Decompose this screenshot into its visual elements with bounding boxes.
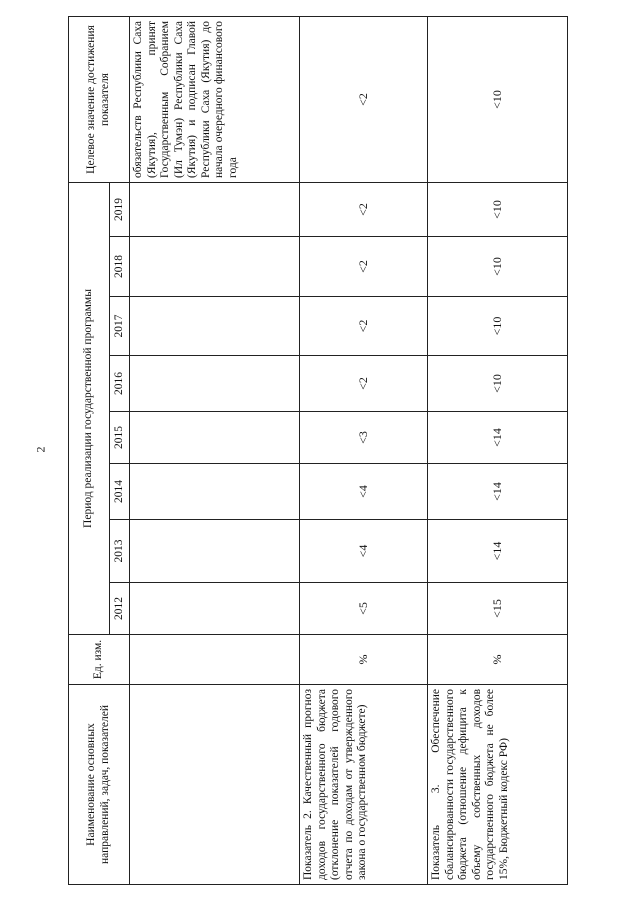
row-value: <14 — [428, 520, 568, 583]
row-value: <2 — [300, 297, 428, 356]
row-value — [130, 464, 300, 520]
row-unit: % — [428, 635, 568, 685]
row-target: обязательств Республики Саха (Якутия), принят Государственным Собранием (Ил Тумэн) Республики Саха (Якутия) и подписан Главой Республики Саха (Якутия) до начала очередного финансового года — [130, 16, 300, 182]
row-unit — [130, 635, 300, 685]
row-target: <2 — [300, 16, 428, 182]
row-value: <10 — [428, 237, 568, 297]
row-value: <4 — [300, 464, 428, 520]
year-2019: 2019 — [110, 182, 130, 236]
row-value: <15 — [428, 583, 568, 635]
row-value: <5 — [300, 583, 428, 635]
table-row — [130, 16, 300, 884]
row-name: Показатель 3. Обеспечение сбалансированности государственного бюджета (отношение дефицита к объему собственных доходов государственного бюджета не более 15%, Бюджетный кодекс РФ) — [428, 685, 568, 885]
row-value — [130, 237, 300, 297]
year-2018: 2018 — [110, 237, 130, 297]
indicators-table — [68, 16, 568, 885]
header-period: Период реализации государственной программы — [69, 182, 110, 634]
table-row — [428, 16, 568, 884]
row-value: <10 — [428, 297, 568, 356]
year-2017: 2017 — [110, 297, 130, 356]
row-value — [130, 356, 300, 412]
row-target: <10 — [428, 16, 568, 182]
header-target: Целевое значение достижения показателя — [69, 16, 130, 182]
row-value: <4 — [300, 520, 428, 583]
table-row — [300, 16, 428, 884]
row-value: <14 — [428, 464, 568, 520]
row-unit: % — [300, 635, 428, 685]
row-name: Показатель 2. Качественный прогноз доходов государственного бюджета (отклонение показателей годового отчета по доходам от утвержденного закона о государственном бюджете) — [300, 685, 428, 885]
header-unit: Ед. изм. — [69, 635, 130, 685]
row-value — [130, 182, 300, 236]
year-2015: 2015 — [110, 412, 130, 464]
header-row — [69, 16, 110, 884]
row-value: <3 — [300, 412, 428, 464]
row-value: <10 — [428, 356, 568, 412]
row-value: <14 — [428, 412, 568, 464]
year-2013: 2013 — [110, 520, 130, 583]
row-name — [130, 685, 300, 885]
page-number: 2 — [33, 446, 48, 453]
rotated-table-container — [68, 17, 568, 885]
row-value — [130, 412, 300, 464]
row-value: <2 — [300, 237, 428, 297]
row-value — [130, 520, 300, 583]
row-value — [130, 583, 300, 635]
row-value — [130, 297, 300, 356]
header-name: Наименование основных направлений, задач, показателей — [69, 685, 130, 885]
row-value: <2 — [300, 356, 428, 412]
row-value: <2 — [300, 182, 428, 236]
year-2012: 2012 — [110, 583, 130, 635]
row-value: <10 — [428, 182, 568, 236]
year-2016: 2016 — [110, 356, 130, 412]
year-2014: 2014 — [110, 464, 130, 520]
